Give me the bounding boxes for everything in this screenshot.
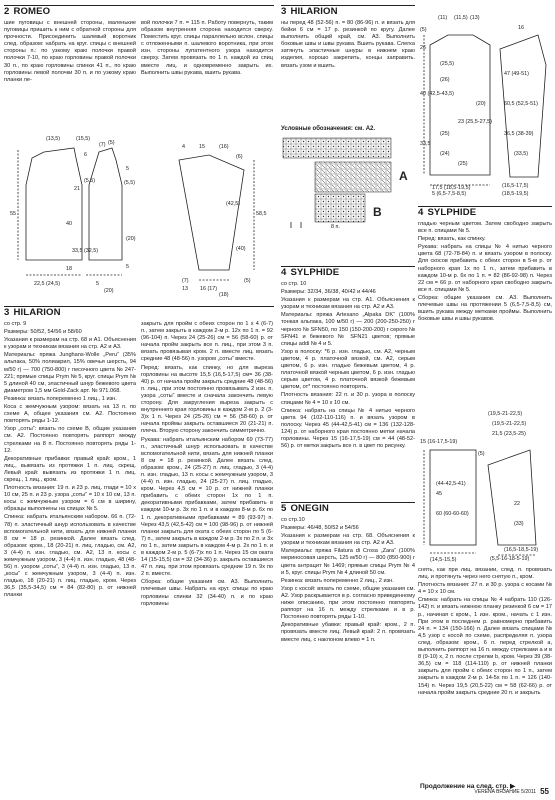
hilarion-header [4, 307, 61, 318]
hilarion-label: (25) [458, 161, 468, 167]
hilarion-title: HILARION [13, 307, 61, 318]
onegin-text-col1: со стр.10 Размеры: 46/48, 50/52 и 54/56 Указания к размерам на стр. 68. Объяснения к узорам и техникам вязания на стр. А2 и А3. Материалы: пряжа Filatura di Crosa „Zara“ (100% мериносовая шерсть, 125 м/50 г) — 800 (850-900) г цвета антрацит № 1469; прямые спицы Prym № 4 и 5, круг. спицы Prym № 4 длиной 50 см. Резинка: вязать попеременно 2 лиц., 2 изн. Узор с косой: вязать по схеме, общие указания см. А2. Узор раскрывается в р. согласно приведенному ниже описанию, при этом постоянно повторять раппорт на 16 п. между стрелками и в р. Постоянно повторять ряды 1-10. Декоративные убавки: правый край: кром., 2 п. провязать вместе лиц. Левый край: 2 п. провязать вместе лиц. с наклоном влево = 1 п. [281, 517, 415, 643]
romeo-label: 58,5 [256, 211, 267, 217]
hilarion-label: (25,5) [440, 61, 455, 67]
hilarion-text-col2: закрыть для пройм с обеих сторон по 1 х 4 (6-7) п., затем закрыть в каждом 2-м р. 12х по 1 п. = 92 (96-104) п. Через 24 (25-26) см = 56 (58-60) р. от начала пройм закрыть все п. лиц., при этом 3 п. вязать провязывая кром. 2 п. вместе лиц. вязать средние 48 (48-56) п. узором „соты“ вместе. Перед: вязать, как спинку, но для выреза горловины на высоте 15,5 (16,5-17,5) см= 36 (38-40) р. от начала пройм закрыть средние 48 (48-56) п. лиц., при этом постоянно провязывать 2 изн. п. узора „соты“ вместе и сначала закончить левую сторону. Для закругления выреза закрыть с внутреннего края горловины в каждом 2-м р. 2 (3-3)х 1 п. Через 24 (25-26) см = 56 (58-60) р. от начала проймы закрыть оставшиеся 20 (21-21) п. плеча. Вторую сторону закончить симметрично. Рукава: набрать итальянским набором 69 (73-77) п., эластичный шнур использовать в качестве вспомогательной нити, вязать для нижней планки 8 см = 18 р. резинкой. Далее вязать след. образом: кром., 24 (25-27) п. лиц. гладью, 3 (4-4) п. изн. гладью, 13 п. косы с жемчужным узором, 3 (4-4) п. изн. гладью, 24 (25-27) п. лиц. гладью, кром. Через 4,5 см = 10 р. от нижней планки прибавить с обеих сторон 1х по 1 п. декоративными прибавками, затем прибавить в каждом 10-м р. 3х по 1 п. и в каждом 8-м р. 6х по 1 п. декоративными прибавками = 89 (93-97) п. Через 43,5 (42,5-42) см = 100 (98-96) р. от нижней планки закрыть для оката с обеих сторон по 5 (6-7) п., затем закрыть в каждом 2-м р. 3х по 2 п. и 3х по 1 п., затем закрыть в каждом 4-м р. 2х по 1 п. и в каждом 2-м р. 5 (6-7)х по 1 п. Через 15 см оката 14 (15-15,5) см = 32 (34-36) р. закрыть оставшиеся 47 п. лиц. при этом провязать средние 19 п. 9х по 2 п. вместе. Сборка: общие указания см. А3. Выполнить плечевые швы. Набрать на круг. спицы по краю горловины спинки 32 (34-40) п. и по краю горловины [141, 321, 273, 607]
sylphide-label: 22 [514, 501, 520, 507]
romeo-label: (13,5) [46, 136, 61, 142]
romeo-label: (6) [236, 154, 243, 160]
hilarion-label: (24) [440, 151, 450, 157]
hilarion-label: 33,5 [420, 141, 431, 147]
sylphide-label: (33) [514, 521, 524, 527]
romeo-label: 15 [199, 144, 205, 150]
chart-label-b: B [373, 205, 382, 219]
romeo-label: 13 [182, 286, 188, 292]
hilarion-label: (20) [476, 101, 486, 107]
hilarion-number: 3 [4, 307, 10, 318]
sylphide-number: 4 [281, 267, 287, 278]
chart-label-x: 8 п. [331, 224, 340, 230]
hilarion-label: 23 (25,5-27,5) [458, 119, 492, 125]
hilarion-label: 16 [518, 25, 524, 31]
hilarion-label: (11,5) [454, 15, 468, 21]
onegin-number: 5 [281, 503, 287, 514]
sylphide-diag-header [418, 207, 476, 218]
romeo-label: 5 [126, 264, 129, 270]
romeo-text-right: вой полочки 7 п. = 115 п. Работу повернуть, таким образом внутренняя сторона находится сверху. Поместить круг. спицы параллельно вслон. спицы с отложенными п. шалевого воротника, при этом изн. стороны лупатентного узора находится сверху. Затем провязать по 1 п. каждой из спиц вместе лиц. и одновременно закрыть их. Выполнить швы рукава, вшить рукава. [141, 20, 273, 76]
sylphide-label: (19,5-21-22,5) [488, 411, 523, 417]
romeo-label: 33,5 (32,5) [72, 248, 99, 254]
romeo-header [4, 6, 50, 17]
onegin-title: ONEGIN [290, 503, 329, 514]
romeo-number: 2 [4, 6, 10, 17]
sylphide-text-right: гладью черным цветом. Затем свободно закрыть все п. спицами № 5. Перед: вязать, как спинку. Рукава: набрать на спицы № 4 нитью черного цвета 68 (72-78-84) п. и вязать узором в полоску. Для скосов прибавить с обеих сторон в 5-м р. от наборного края 1х по 1 п., затем прибавить в каждом 10-м р. 6х по 1 п. = 82 (86-92-98) п. Через 22 см = 66 р. от наборного края свободно закрыть все п. спицами № 5. Сборка: общие указания см. А3. Выполнить плечевые швы на протяжении 5 (6,5-7,5-8,5) см, вшить рукава между метками проймы. Выполнить боковые швы и швы рукавов. [418, 221, 552, 323]
romeo-label: 6 [84, 152, 87, 158]
romeo-label: (18) [219, 292, 229, 298]
sylphide-diagram [418, 395, 552, 565]
sylphide-diag-title: SYLPHIDE [427, 207, 477, 218]
sylphide-label: 60 (60-60-60) [436, 511, 469, 517]
romeo-label: (5,5) [84, 178, 96, 184]
romeo-label: (5) [108, 140, 115, 146]
page-number: 55 [540, 787, 549, 796]
sylphide-label: (19,5-21-22,5) [492, 421, 527, 427]
chart-label-a: A [399, 169, 408, 183]
onegin-text-col2: снять, как при лиц. вязании, след. п. провязать лиц. и протянуть через него снятую п., кром. Плотность вязания: 27 п. и 30 р. узора с косами № 4 = 10 х 10 см. Спинка: набрать на спицы № 4 набрать 110 (126-142) п. и вязать нижнюю планку резинкой 6 см = 17 р., начиная с кром., 1 изн. кром., начать с 1 изн. При этом в последнем р. равномерно прибавить 24 п. = 134 (150-166) п. Далее вязать спицами № 4,5 узор с косой по схеме, распределяя п. узора след. образом: кром., 6 п. перед стрелкой а, выполнить раппорт на 16 п. между стрелками а и в 8 (9-10) х, 2 п. после стрелки b, кром. Через 39 (38-36,5) см = 118 (114-110) р. от нижней планки закрыть для пройм с обеих сторон по 1 п., затем закрыть в каждом 2-м р. 14-5х по 1 п. = 126 (140-154) п. Через 19,5 (20,5-22) см = 58 (62-66) р. от начала пройм закрыть средние 20 п. и закрыть [418, 567, 552, 696]
hilarion-label: (26) [440, 77, 450, 83]
hilarion-label: (5) [420, 27, 427, 33]
stitch-charts [281, 134, 415, 230]
romeo-text-left: шие пуговицы с внешней стороны, маленькие пуговицы пришить к ним с обратной стороны для прочности. Присоединить шалевый воротник след. образом: набрать на круг. спицы с внешней стороны п.: по узкому краю полочки правой полочки 7-10, по краю горловины правой полочки 30 п., по краю горловины спинки 41 п., по краю горловины левой полочки 30 п. и по узкому краю планки ле- [4, 20, 136, 83]
hilarion-top-title: HILARION [290, 6, 338, 17]
romeo-label: 5 [96, 281, 99, 287]
sylphide-label: (14,5-15,5) [430, 557, 457, 563]
hilarion-label: (25) [440, 131, 450, 137]
footer-brand: VERENA ВЯЗАНИЕ 5/2011 [474, 788, 537, 795]
romeo-label: (7) [99, 142, 106, 148]
hilarion-label: 26 [420, 45, 426, 51]
hilarion-label: 17,5 (18,5-19,5) [432, 185, 471, 191]
sylphide-header [281, 267, 339, 278]
romeo-label: (16) [219, 144, 229, 150]
romeo-label: (15,5) [76, 136, 91, 142]
sylphide-label: 15 (16-17,5-19) [420, 439, 458, 445]
romeo-label: 55 [10, 211, 16, 217]
hilarion-label: 40 (42,5-43,5) [420, 91, 454, 97]
hilarion-top-number: 3 [281, 6, 287, 17]
sylphide-title: SYLPHIDE [290, 267, 340, 278]
sylphide-text: со стр. 10 Размеры: 32/34, 36/38, 40/42 и 44/46 Указания к размерам на стр. А1. Объяснения к узорам и техникам вязания на стр. А2 и А3. Материалы: пряжа Artesano „Alpaka DK“ (100% тонкая альпака, 100 м/50 г) — 200 (200-250-250) г черного № SFN50, по 150 (150-200-200) г серого № SFN41 и бежевого № SFN21 цветов; прямые спицы addi № 4 и 5. Узор в полоску: *6 р. изн. гладью, см. А2, черным цветом, 4 р. платочной вязкой, см. А2, серым цветом, 6 р. изн. гладью бежевым цветом, 4 р. платочной вязкой черным цветом, 6 р. изн. гладью серым цветом, 4 р. платочной вязкой бежевым цветом, от* постоянно повторять. Плотность вязания: 22 п. и 30 р. узора в полоску спицами № 4 = 10 х 10 см. Спинка: набрать на спицы № 4 нитью черного цвета 94 (102-110-116) п. и вязать узором в полоску. Через 45 (44-42,5-41) см = 136 (132-128-124) р. от наборного края постоянно метки начала горловины. Через 15 (16-17,5-19) см = 44 (48-52-56) р. от метки закрыть все п. в цвет по рисунку. [281, 281, 415, 450]
hilarion-label: (33,5) [514, 151, 529, 157]
romeo-label: 16 (17) [200, 286, 218, 292]
hilarion-label: 60,5 (52,5-51) [504, 101, 538, 107]
sylphide-diag-number: 4 [418, 207, 424, 218]
hilarion-label: (11) [438, 15, 448, 21]
hilarion-label: (16,5-17,5) [502, 183, 529, 189]
romeo-label: 5 [126, 166, 129, 172]
onegin-header [281, 503, 329, 514]
page-footer [474, 787, 549, 796]
romeo-label: 21 [74, 186, 80, 192]
hilarion-top-header [281, 6, 338, 17]
hilarion-label: 5 (6,5-7,5-8,5) [432, 191, 467, 197]
hilarion-label: 47 (49-51) [504, 71, 529, 77]
romeo-label: 22,5 (24,5) [34, 281, 61, 287]
romeo-label: (7) [182, 278, 189, 284]
sylphide-label: (44-42,5-41) [436, 481, 466, 487]
romeo-label: (20) [126, 236, 136, 242]
sylphide-label: (16,5-18,5-19) [504, 547, 539, 553]
sylphide-label: 45 [436, 491, 442, 497]
romeo-label: 40 [66, 221, 72, 227]
romeo-label: (40) [236, 246, 246, 252]
romeo-label: (42,5) [226, 201, 241, 207]
romeo-label: (20) [104, 288, 114, 294]
romeo-label: 18 [66, 266, 72, 272]
hilarion-top-text: ны перед 48 (52-56) п. = 80 (86-96) п. и вязать для бейки 6 см = 17 р. резинкой по кругу. Далее выполнить общий край, см. А3. Выполнить боковые швы и швы рукава. Вшить рукава. Слегка затянуть эластичные шнуры в нижнем краю изделия, хорошо закрепить, концы заправить. вязать узом и вшить. [281, 20, 415, 69]
legend-title: Условные обозначения: см. А2. [281, 126, 376, 132]
sylphide-label: (5,5-16-18-5-19) [490, 556, 530, 562]
hilarion-label: (13) [470, 15, 480, 21]
continuation-note: Продолжение на след. стр. ▶ [420, 783, 516, 790]
romeo-label: (5) [244, 278, 251, 284]
hilarion-text-col1: со стр. 9 Размеры: 50/52, 54/56 и 58/60 Указания к размерам на стр. 68 и А1. Объяснения к узорам и техникам вязания на стр. А2 и А3. Материалы: пряжа Junghans-Wolle „Peru“ (35% альпака, 50% полиакрил, 15% овечья шерсть, 94 м/50 г) — 700 (750-800) г песочного цвета № 247-221; прямые спицы Prym № 5, круг. спицы Prym № 5 длиной 40 см, эластичный шнур бежевого цвета диаметром 1,5 мм Gold-Zack арт. № 971.068. Резинка: вязать попеременно 1 лиц., 1 изн. Коса с жемчужным узором: вязать на 13 п. по схеме А, общее указания см. А2. Постоянно повторять ряды 1-12. Узор „соты“: вязать по схеме В, общие указания см. А2. Постоянно повторять раппорт между стрелками на 8 п. Постоянно повторять ряды 1-12. Декоративные прибавки: правый край: кром., 1 лиц., вывязать из протяжки 1 п. лиц. скрещ. Левый край: вывязать из протяжки 1 п. лиц. скрещ., 1 лиц., кром. Плотность вязания: 19 п. и 23 р. лиц. глади = 10 х 10 см, 25 п. и 23 р. узора „соты“ = 10 х 10 см, 13 п. косы с жемчужным узором = 6 см в ширину, образцы выполнены на спицах № 5. Спинка: набрать итальянским набором. 66 п. (72-78) п. эластичный шнур использовать в качестве вспомогательной нити, вязать для нижней планки 8 см = 18 р. резинкой. Далее вязать след. образом: кром., 18 (20-21) п. лиц. гладью, см. А2, 3 (4-4) п. изн. гладью, см. А2, 13 п. косы с жемчужным узором, 3 (4-4) п. изн. гладью, 48 (48-56) п. узором „соты“, 3 (4-4) п. изн. гладью, 13 п. „косы“ с жемчужным узором, 3 (4-4) п. изн. гладью, 18 (20-21) п. лиц. гладью, кром. Через 36,5 (35,5-34,5) см = 84 (82-80) р. от нижней планки [4, 321, 136, 599]
romeo-diagram [4, 130, 274, 300]
sylphide-label: 21,5 (23,5-25) [492, 431, 526, 437]
romeo-title: ROMEO [13, 6, 51, 17]
hilarion-label: 36,5 (38-39) [504, 131, 534, 137]
romeo-label: 4 [182, 144, 185, 150]
hilarion-diagram [418, 5, 552, 200]
romeo-label: (5,5) [124, 180, 136, 186]
hilarion-label: (18,5-19,5) [502, 191, 529, 197]
sylphide-label: (5) [478, 451, 485, 457]
